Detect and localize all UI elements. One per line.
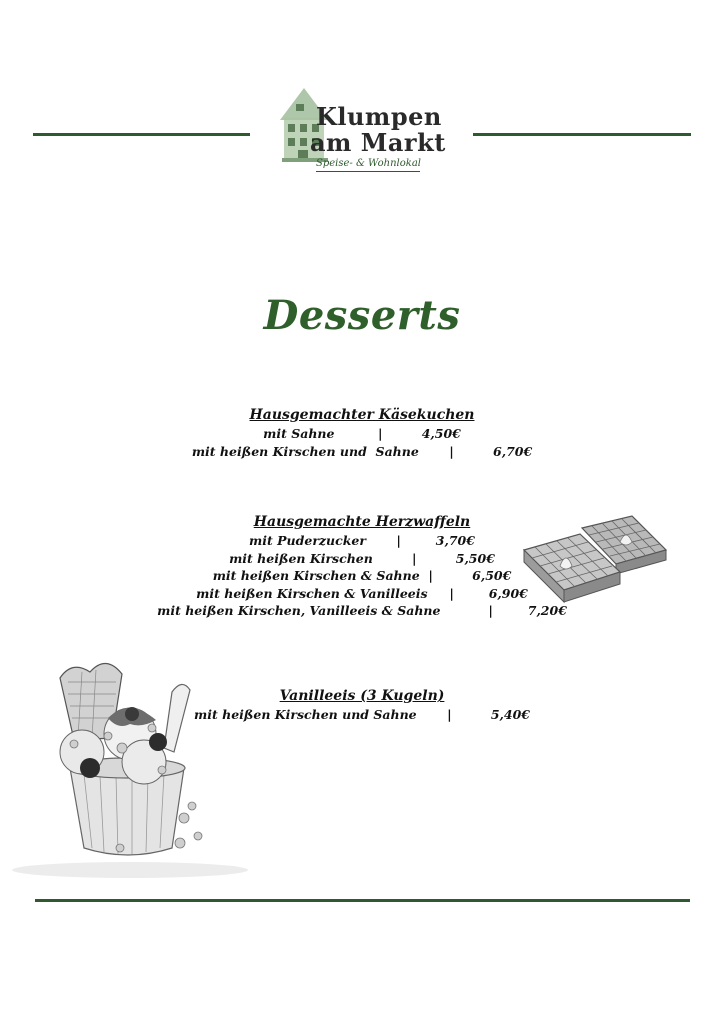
item-price: 7,20€ [527, 603, 567, 618]
item-name: mit Sahne [263, 426, 335, 441]
menu-section-cheesecake [0, 406, 724, 460]
separator: | [428, 568, 433, 583]
item-price: 5,40€ [490, 707, 530, 722]
logo-line-1: Klumpen [316, 102, 442, 131]
header-divider-right [473, 133, 691, 136]
separator: | [412, 550, 417, 566]
item-name: mit heißen Kirschen, Vanilleeis & Sahne [157, 603, 441, 618]
separator: | [449, 443, 454, 459]
logo-underline [316, 171, 420, 172]
item-name: mit Puderzucker [249, 533, 366, 548]
logo-subtitle: Speise- & Wohnlokal [316, 158, 421, 169]
restaurant-logo [274, 80, 446, 176]
item-name: mit heißen Kirschen und Sahne [191, 443, 419, 459]
separator: | [447, 707, 452, 722]
separator: | [396, 533, 401, 548]
item-price: 6,50€ [472, 568, 512, 583]
separator: | [488, 603, 493, 618]
section-heading: Hausgemachte Herzwaffeln [253, 514, 471, 530]
item-price: 6,70€ [493, 443, 533, 459]
ice-cream-illustration [12, 648, 257, 883]
logo-line-2: am Markt [310, 128, 446, 157]
section-heading: Hausgemachter Käsekuchen [249, 407, 475, 423]
separator: | [449, 585, 454, 601]
header-divider-left [33, 133, 250, 136]
item-name: mit heißen Kirschen und Sahne [194, 707, 417, 722]
item-price: 6,90€ [488, 585, 528, 601]
item-name: mit heißen Kirschen [229, 550, 373, 566]
item-name: mit heißen Kirschen & Sahne [212, 568, 420, 583]
menu-item [0, 443, 724, 461]
item-price: 4,50€ [421, 426, 461, 441]
menu-item [0, 425, 724, 443]
separator: | [378, 426, 383, 441]
waffle-illustration [520, 510, 670, 610]
item-price: 5,50€ [455, 550, 495, 566]
page-title: Desserts [263, 292, 461, 339]
item-price: 3,70€ [435, 533, 475, 548]
footer-divider [35, 899, 690, 902]
item-name: mit heißen Kirschen & Vanilleeis [196, 585, 428, 601]
section-heading: Vanilleeis (3 Kugeln) [279, 688, 445, 704]
